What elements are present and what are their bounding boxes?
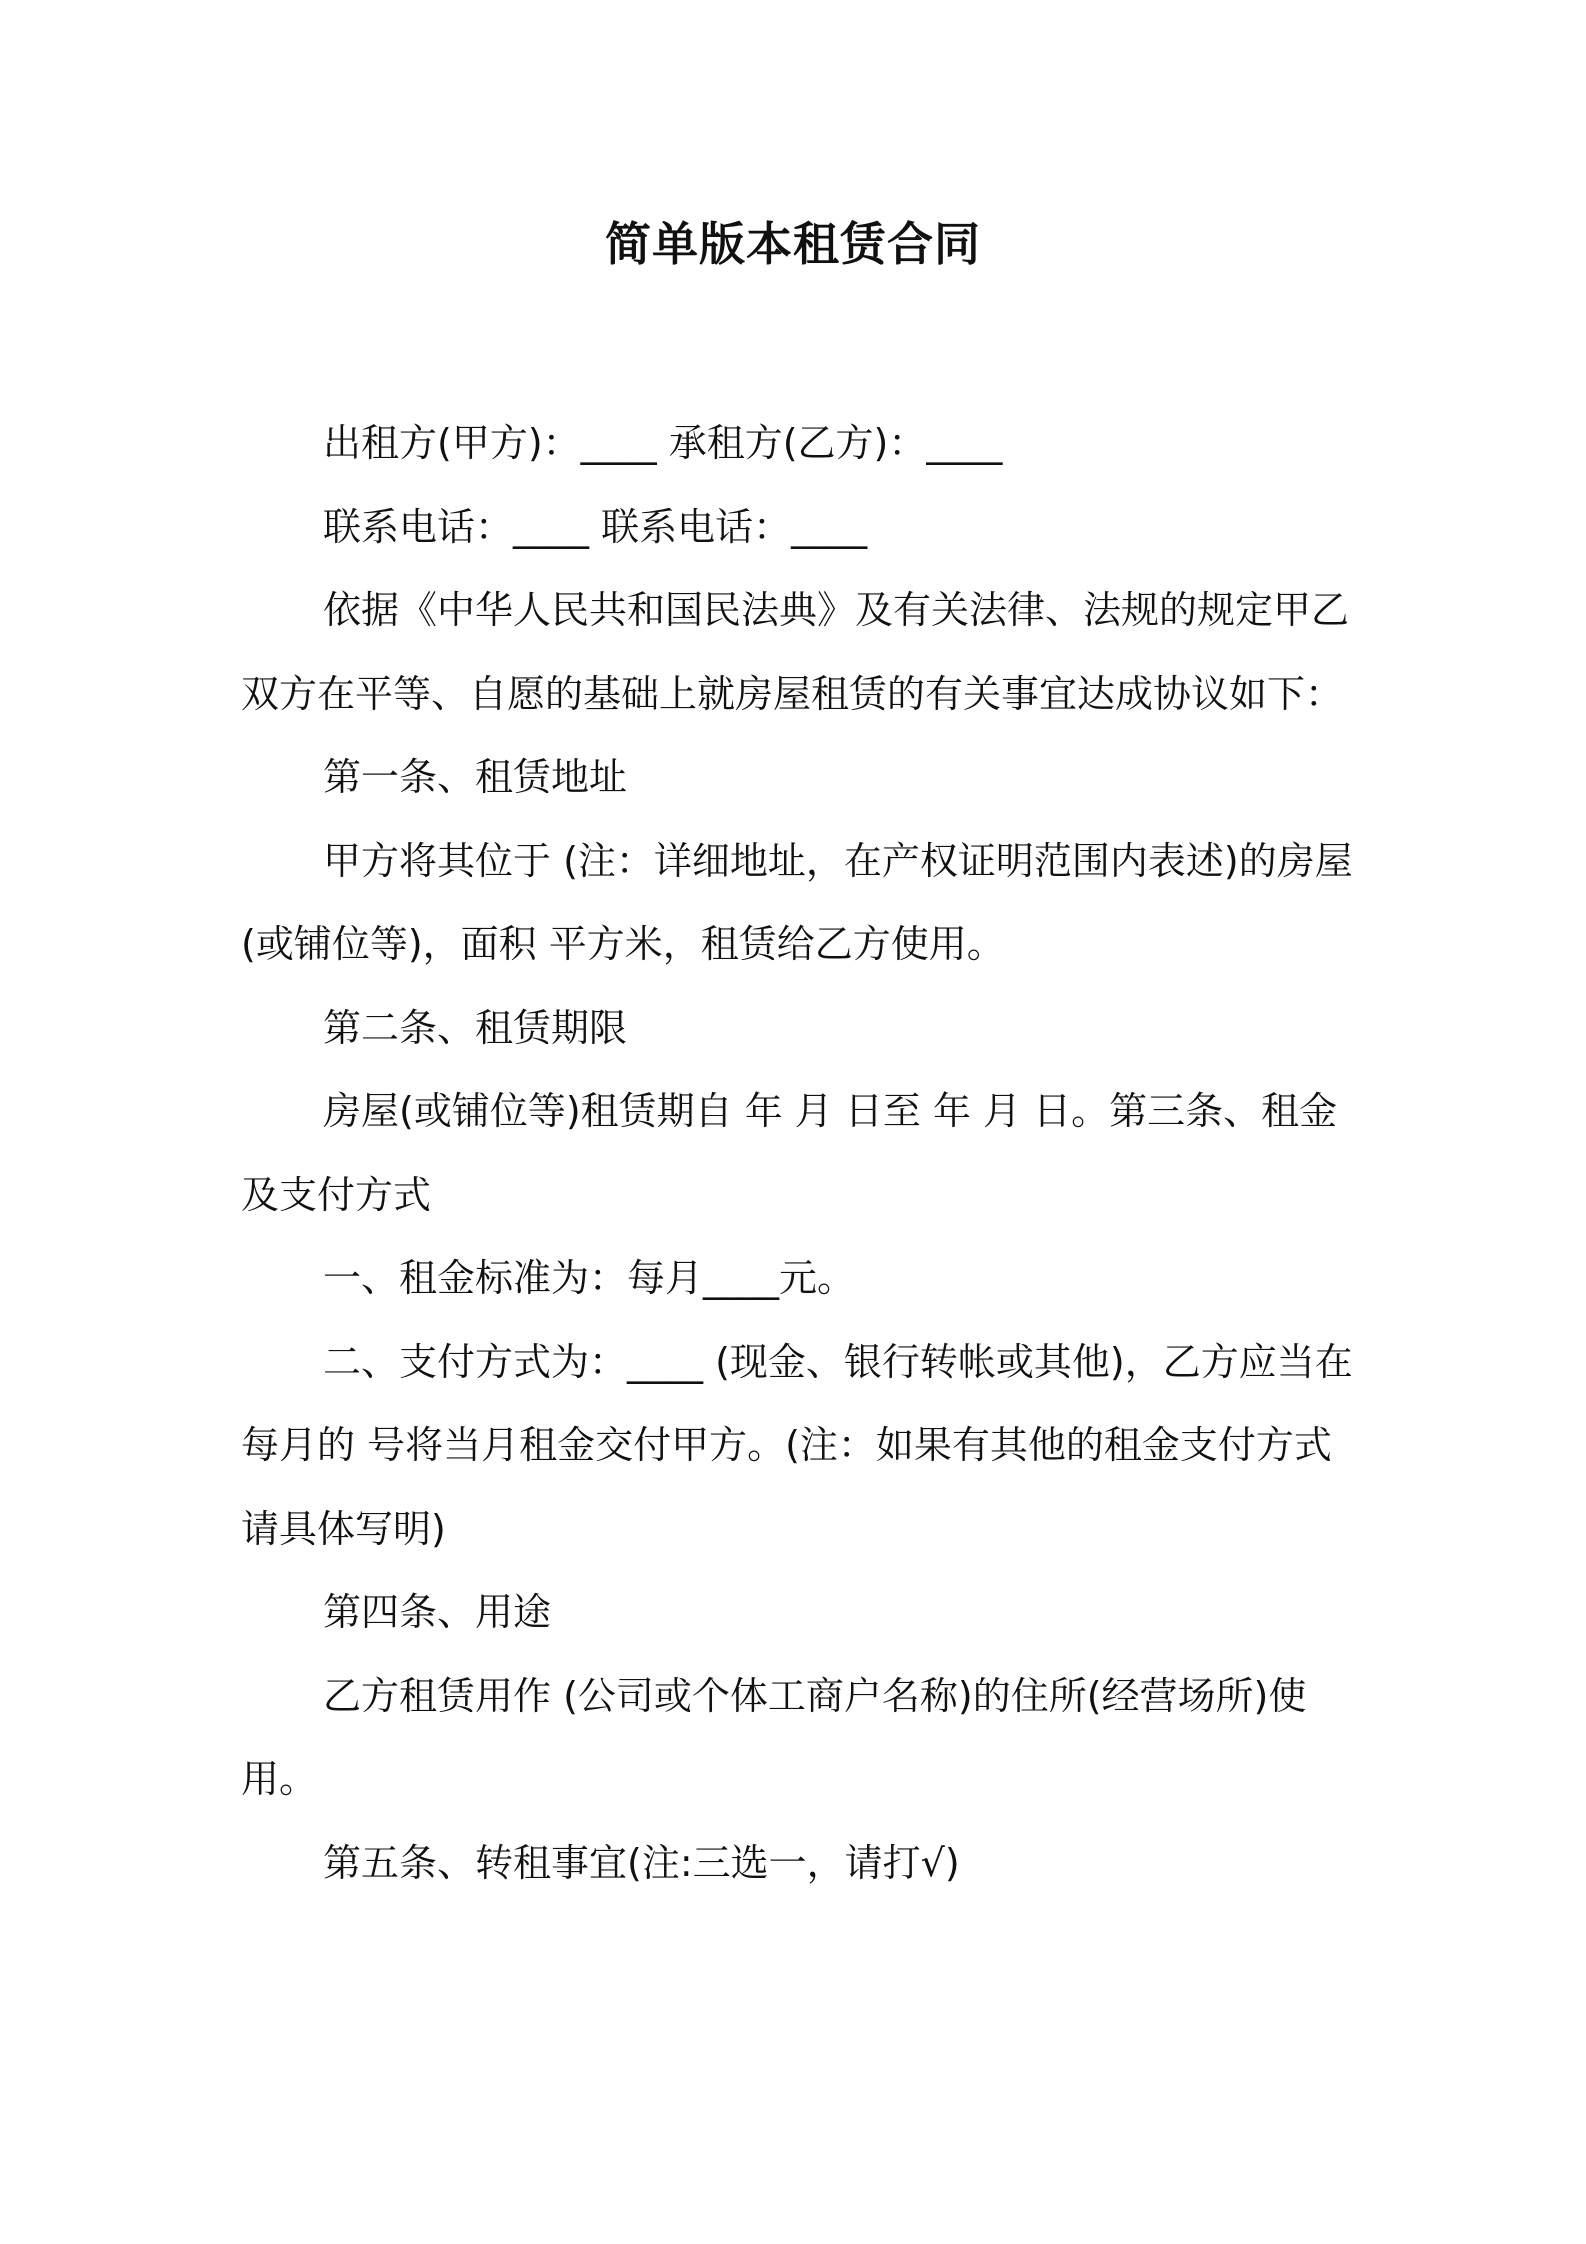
article-1-paragraph: 甲方将其位于 (注：详细地址，在产权证明范围内表述)的房屋(或铺位等)，面积 平方米，租赁给乙方使用。 — [241, 838, 1353, 966]
article-1-heading: 第一条、租赁地址 — [323, 755, 628, 799]
article-4-heading: 第四条、用途 — [323, 1590, 552, 1634]
payment-method-paragraph: 二、支付方式为：____ (现金、银行转帐或其他)，乙方应当在每月的 号将当月租金交付甲方。(注：如果有其他的租金支付方式请具体写明) — [241, 1339, 1353, 1551]
article-2-paragraph: 房屋(或铺位等)租赁期自 年 月 日至 年 月 日。第三条、租金及支付方式 — [241, 1089, 1338, 1217]
rent-standard-paragraph: 一、租金标准为：每月____元。 — [323, 1256, 856, 1300]
preamble-paragraph: 依据《中华人民共和国民法典》及有关法律、法规的规定甲乙双方在平等、自愿的基础上就房屋租赁的有关事宜达成协议如下： — [241, 588, 1350, 716]
document-body — [241, 402, 1355, 1905]
document-title: 简单版本租赁合同 — [605, 217, 981, 271]
article-5-heading: 第五条、转租事宜(注:三选一，请打√) — [323, 1840, 960, 1885]
parties-line: 出租方(甲方)：____ 承租方(乙方)：____ — [323, 421, 1003, 465]
article-2-heading: 第二条、租赁期限 — [323, 1005, 628, 1050]
contact-line: 联系电话：____ 联系电话：____ — [323, 504, 868, 549]
article-4-paragraph: 乙方租赁用作 (公司或个体工商户名称)的住所(经营场所)使用。 — [241, 1673, 1307, 1801]
